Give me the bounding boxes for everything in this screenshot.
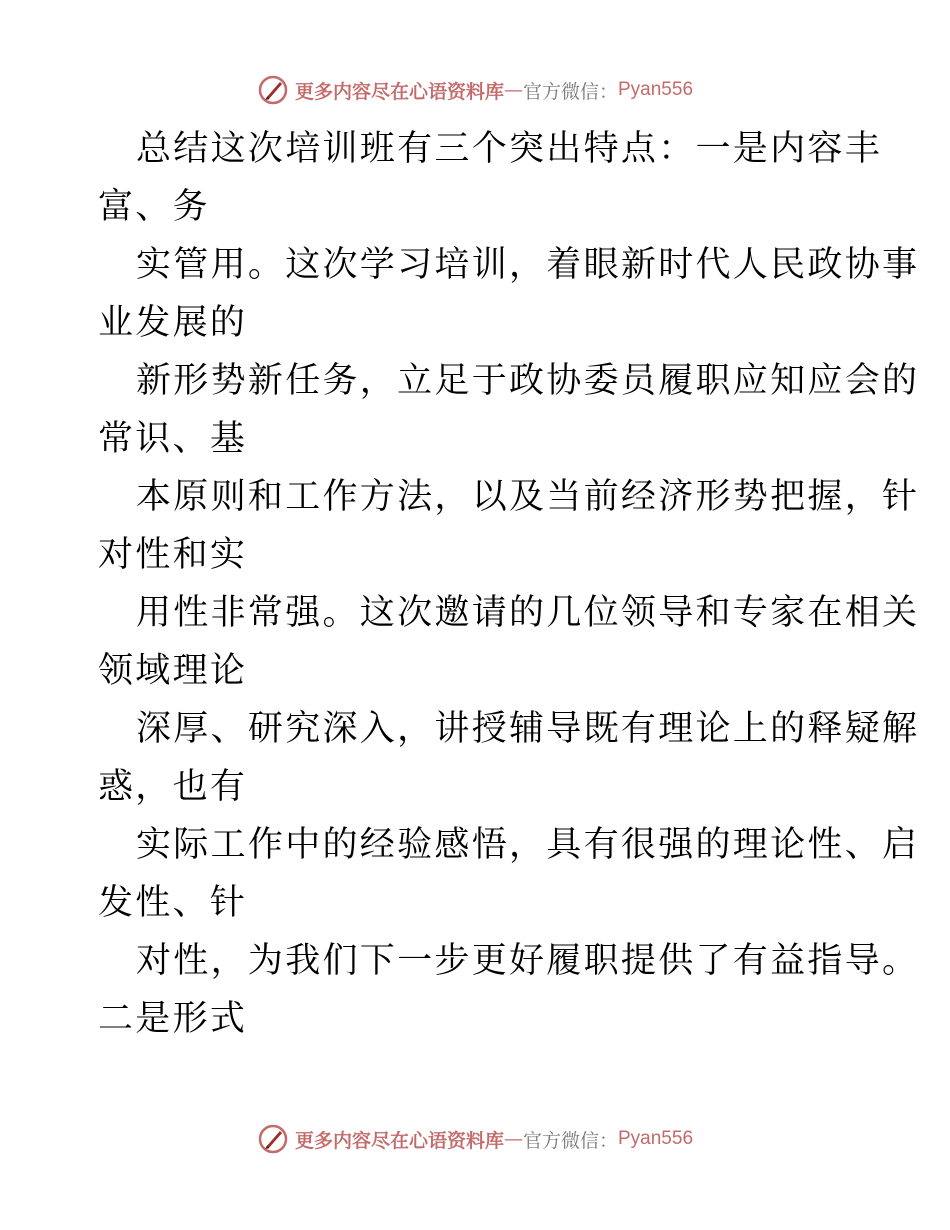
quill-logo-icon [257, 1123, 289, 1155]
watermark-wechat-label: 官方微信： [522, 80, 618, 103]
watermark-dash: — [503, 79, 523, 101]
text-line-7: 本原则和工作方法，以及当前经济形势把握，针 [136, 477, 920, 517]
text-line-10: 领域理论 [98, 651, 248, 691]
watermark-wechat-label: 官方微信： [522, 1129, 618, 1152]
text-line-15: 对性，为我们下一步更好履职提供了有益指导。 [136, 941, 920, 981]
text-line-9: 用性非常强。这次邀请的几位领导和专家在相关 [136, 593, 920, 633]
document-body [98, 120, 920, 1048]
watermark-site-text: 更多内容尽在心语资料库 [294, 80, 504, 103]
text-line-1: 总结这次培训班有三个突出特点：一是内容丰 [136, 129, 883, 169]
watermark-wechat-id: Pyan556 [618, 79, 694, 100]
header-watermark [0, 70, 950, 110]
text-line-4: 业发展的 [98, 303, 248, 343]
text-line-16: 二是形式 [98, 999, 248, 1039]
text-line-12: 惑，也有 [98, 767, 248, 807]
text-line-13: 实际工作中的经验感悟，具有很强的理论性、启 [136, 825, 920, 865]
watermark-wechat-id: Pyan556 [618, 1128, 694, 1149]
text-line-3: 实管用。这次学习培训，着眼新时代人民政协事 [136, 245, 920, 285]
watermark-site-text: 更多内容尽在心语资料库 [294, 1129, 504, 1152]
text-line-5: 新形势新任务，立足于政协委员履职应知应会的 [136, 361, 920, 401]
watermark-dash: — [503, 1128, 523, 1150]
text-line-11: 深厚、研究深入，讲授辅导既有理论上的释疑解 [136, 709, 920, 749]
quill-logo-icon [257, 74, 289, 106]
text-line-2: 富、务 [98, 187, 210, 227]
footer-watermark [0, 1119, 950, 1159]
text-line-8: 对性和实 [98, 535, 248, 575]
text-line-6: 常识、基 [98, 419, 248, 459]
text-line-14: 发性、针 [98, 883, 248, 923]
